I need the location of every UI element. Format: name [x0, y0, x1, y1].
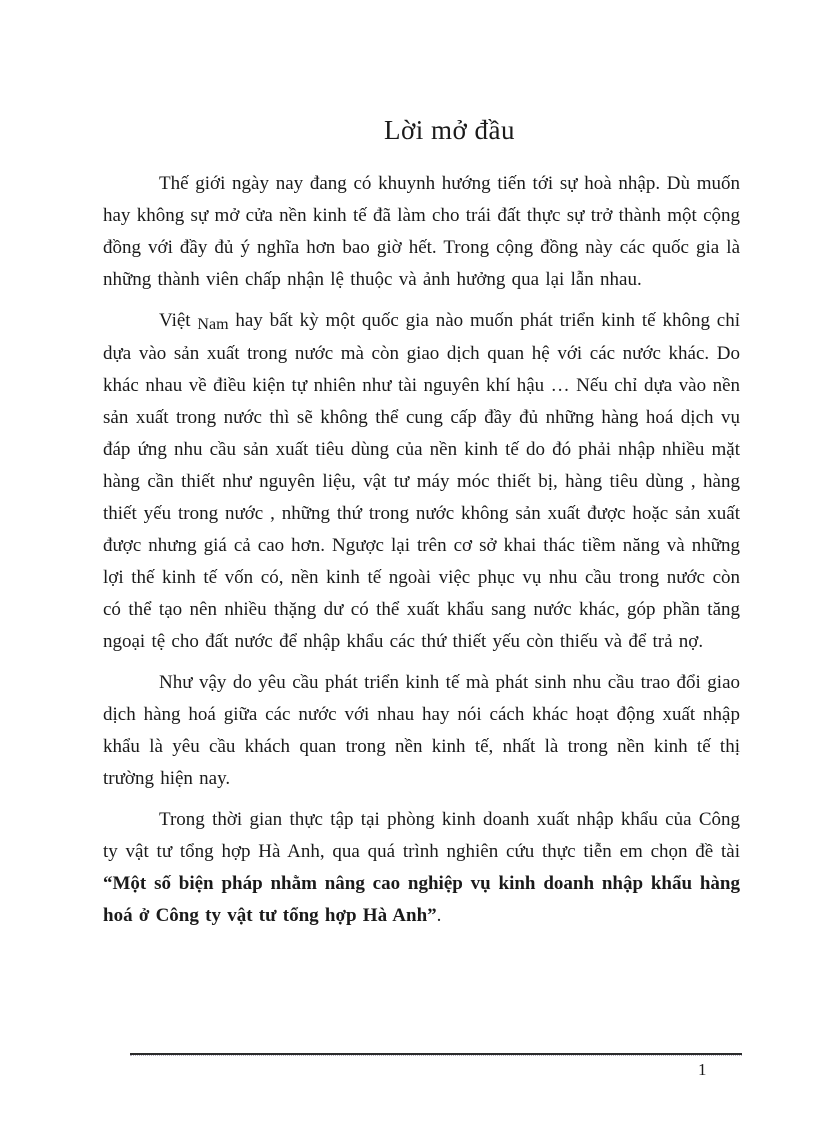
text-run: Trong thời gian thực tập tại phòng kinh doanh xuất nhập khẩu của Công ty vật tư tổng hợp Hà Anh, qua quá trình nghiên cứu thực tiễn em chọn đề tài	[103, 809, 740, 862]
text-run: Việt	[159, 310, 198, 331]
paragraph	[103, 168, 740, 296]
page-number: 1	[698, 1060, 707, 1079]
paragraph	[103, 305, 740, 658]
paragraph	[103, 804, 740, 932]
paragraph	[103, 667, 740, 795]
text-run: hay bất kỳ một quốc gia nào muốn phát triển kinh tế không chỉ dựa vào sản xuất trong nước mà còn giao dịch quan hệ với các nước khác. Do khác nhau về điều kiện tự nhiên như tài nguyên khí hậu … Nếu chỉ dựa vào nền sản xuất trong nước thì sẽ không thể cung cấp đầy đủ những hàng hoá dịch vụ đáp ứng nhu cầu sản xuất tiêu dùng của nền kinh tế do đó phải nhập nhiều mặt hàng cần thiết như nguyên liệu, vật tư máy móc thiết bị, hàng tiêu dùng , hàng thiết yếu trong nước , những thứ trong nước không sản xuất được hoặc sản xuất được nhưng giá cả cao hơn. Ngược lại trên cơ sở khai thác tiềm năng và những lợi thế kinh tế vốn có, nền kinh tế ngoài việc phục vụ nhu cầu trong nước còn có thể tạo nên nhiều thặng dư có thể xuất khẩu sang nước khác, góp phần tăng ngoại tệ cho đất nước để nhập khẩu các thứ thiết yếu còn thiếu và để trả nợ.	[103, 310, 740, 652]
page-content	[103, 0, 740, 932]
text-run: Như vậy do yêu cầu phát triển kinh tế mà phát sinh nhu cầu trao đổi giao dịch hàng hoá giữa các nước với nhau hay nói cách khác hoạt động xuất nhập khẩu là yêu cầu khách quan trong nền kinh tế, nhất là trong nền kinh tế thị trường hiện nay.	[103, 672, 740, 789]
text-run-bold-thesis-title: “Một số biện pháp nhằm nâng cao nghiệp vụ kinh doanh nhập khẩu hàng hoá ở Công ty vật tư tổng hợp Hà Anh”	[103, 873, 740, 926]
text-run: .	[436, 905, 442, 926]
page-title: Lời mở đầu	[383, 115, 516, 145]
text-run: Thế giới ngày nay đang có khuynh hướng tiến tới sự hoà nhập. Dù muốn hay không sự mở cửa nền kinh tế đã làm cho trái đất thực sự trở thành một cộng đồng với đầy đủ ý nghĩa hơn bao giờ hết. Trong cộng đồng này các quốc gia là những thành viên chấp nhận lệ thuộc và ảnh hưởng qua lại lẫn nhau.	[103, 173, 740, 290]
text-run-lowered: Nam	[197, 316, 229, 333]
footer-divider	[130, 1053, 742, 1056]
